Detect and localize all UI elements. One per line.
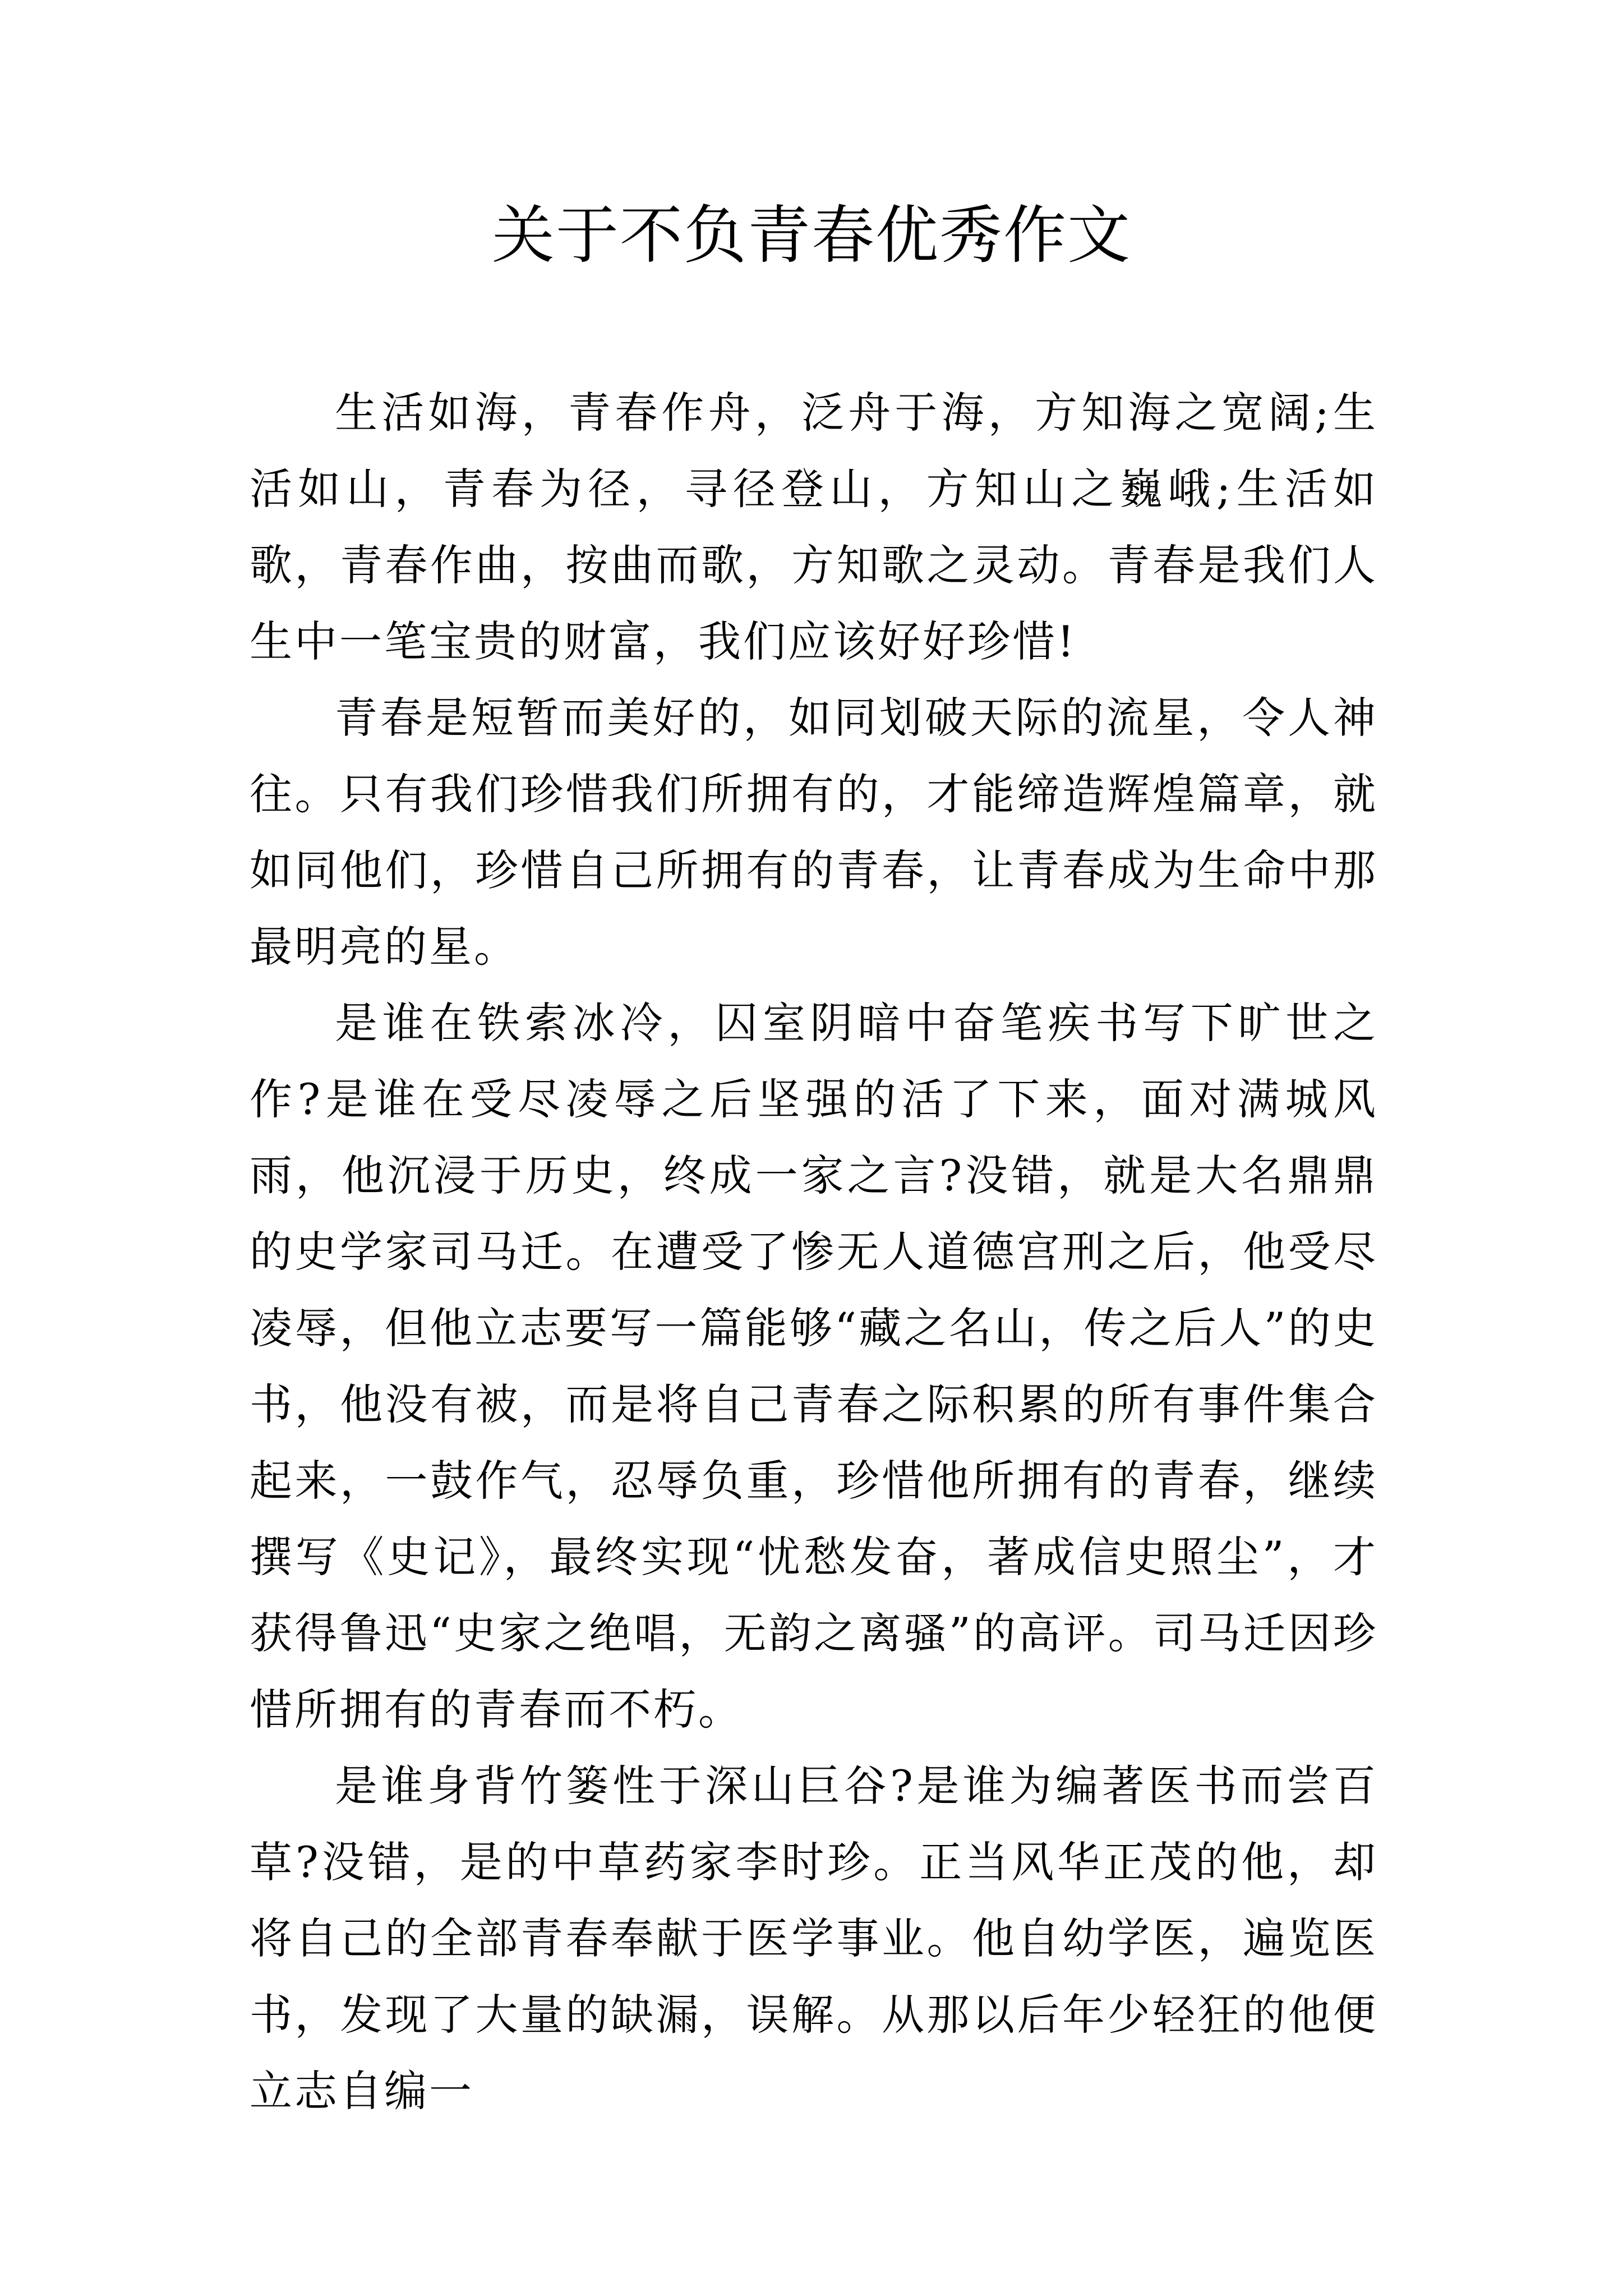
paragraph: 是谁身背竹篓性于深山巨谷?是谁为编著医书而尝百草?没错，是的中草药家李时珍。正当风华正茂的他，却将自己的全部青春奉献于医学事业。他自幼学医，遍览医书，发现了大量的缺漏，误解。从那以后年少轻狂的他便立志自编一 [250,1761,1378,2116]
document-title: 关于不负青春优秀作文 [492,199,1131,272]
paragraph: 生活如海，青春作舟，泛舟于海，方知海之宽阔;生活如山，青春为径，寻径登山，方知山之巍峨;生活如歌，青春作曲，按曲而歌，方知歌之灵动。青春是我们人生中一笔宝贵的财富，我们应该好好珍惜! [250,388,1378,666]
document-body [250,375,1378,2129]
paragraph: 青春是短暂而美好的，如同划破天际的流星，令人神往。只有我们珍惜我们所拥有的，才能缔造辉煌篇章，就如同他们，珍惜自己所拥有的青春，让青春成为生命中那最明亮的星。 [250,693,1378,972]
paragraph: 是谁在铁索冰冷，囚室阴暗中奋笔疾书写下旷世之作?是谁在受尽凌辱之后坚强的活了下来，面对满城风雨，他沉浸于历史，终成一家之言?没错，就是大名鼎鼎的史学家司马迁。在遭受了惨无人道德宫刑之后，他受尽凌辱，但他立志要写一篇能够“藏之名山，传之后人”的史书，他没有被，而是将自己青春之际积累的所有事件集合起来，一鼓作气，忍辱负重，珍惜他所拥有的青春，继续撰写《史记》，最终实现“忧愁发奋，著成信史照尘”，才获得鲁迅“史家之绝唱，无韵之离骚”的高评。司马迁因珍惜所拥有的青春而不朽。 [250,998,1378,1734]
